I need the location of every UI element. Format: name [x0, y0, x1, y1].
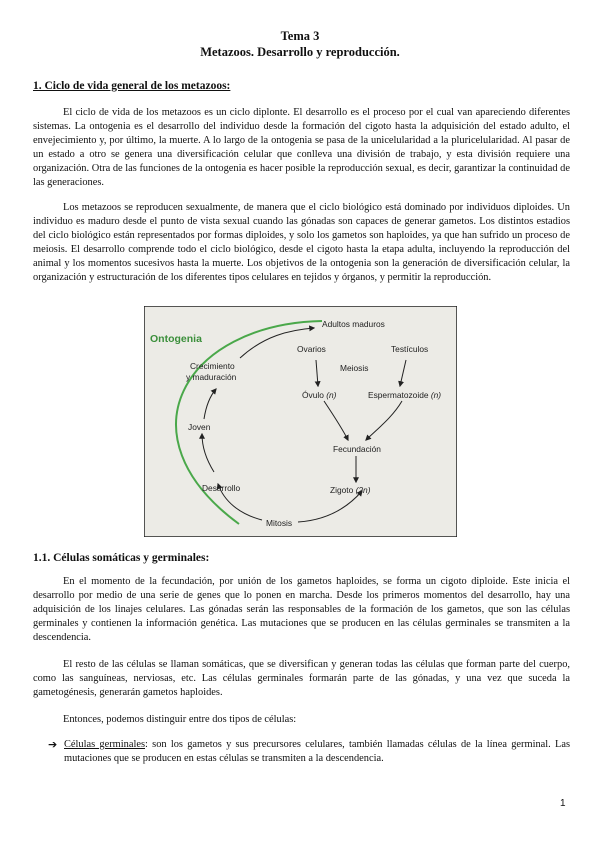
page-title-topic: Tema 3 — [280, 29, 320, 43]
page-number: 1 — [560, 798, 566, 809]
label-joven: Joven — [188, 422, 211, 432]
label-meiosis: Meiosis — [340, 363, 369, 373]
bullet-text: : son los gametos y sus precursores celulares, también llamadas células de la línea germinal. Las mutaciones que se producen en estas células se transmiten a la descendencia. — [64, 739, 571, 764]
ontogenia-heading: Ontogenia — [150, 333, 202, 345]
label-ovarios: Ovarios — [297, 344, 326, 354]
label-espermatozoide: Espermatozoide (n) — [368, 390, 442, 400]
bullet-celulas-germinales — [48, 738, 570, 766]
label-mitosis: Mitosis — [266, 518, 293, 528]
label-fecundacion: Fecundación — [333, 444, 381, 454]
label-zigoto: Zigoto (2n) — [330, 485, 371, 495]
section-1-1-heading: 1.1. Células somáticas y germinales: — [33, 552, 210, 564]
bullet-term: Células germinales — [64, 739, 146, 750]
label-desarrollo: Desarrollo — [202, 483, 241, 493]
section-1-1-paragraph-2: El resto de las células se llaman somáticas, que se diversifican y generan todas las células que forman parte del cuerpo, como las sanguíneas, nerviosas, etc. Las células germinales formarán parte de las gónadas, y una vez que suceda la gametogénesis, generarán gametos haploides. — [33, 659, 570, 698]
section-1-paragraph-2: Los metazoos se reproducen sexualmente, de manera que el ciclo biológico está dominado por individuos diploides. Un individuo es maduro desde el punto de vista sexual cuando las gónadas son capaces de generar gametos. Los distintos estadios del ciclo biológico están representados por formas diploides, y solo los gametos son haploides, ya que han sufrido un proceso de meiosis. El desarrollo comprende todo el ciclo biológico, desde el cigoto hasta la etapa adulta, incluyendo la reproducción del animal y los momentos sucesivos hasta la muerte. Los objetivos de la ontogenia son la generación de diversificación celular, la organización y estructuración de los diferentes tipos celulares en tejidos y órganos, y permitir la reproducción. — [33, 202, 570, 283]
label-adultos-maduros: Adultos maduros — [322, 319, 385, 329]
page-title: Metazoos. Desarrollo y reproducción. — [200, 45, 400, 59]
section-1-heading: 1. Ciclo de vida general de los metazoos: — [33, 80, 231, 92]
section-1-1-paragraph-1: En el momento de la fecundación, por unión de los gametos haploides, se forma un cigoto diploide. Este inicia el desarrollo por medio de una serie de genes que lo ponen en marcha. Desde los primeros momentos del desarrollo, hay una adquisición de los linajes celulares. Las gónadas serán las responsables de la formación de los gametos, que son las células germinales y contienen la información genética. Las mutaciones que se producen en las células germinales se transmiten a la descendencia. — [33, 576, 570, 643]
label-testiculos: Testículos — [391, 344, 429, 354]
label-crecimiento: Crecimiento — [190, 361, 235, 371]
label-maduracion: y maduración — [186, 372, 237, 382]
section-1-paragraph-1: El ciclo de vida de los metazoos es un ciclo diplonte. El desarrollo es el proceso por el cual van apareciendo diferentes sistemas. La ontogenia es el desarrollo del individuo desde la formación del cigoto hasta la adquisición del estado adulto, el envejecimiento y, por último, la muerte. A lo largo de la ontogenia se pasa de la unicelularidad a la pluricelularidad. Al pasar de un estado a otro se genera una diversificación celular que conlleva una división de trabajo, y esta división requiere una organización. Otra de las funciones de la ontogenia es hacer posible la reproducción sexual, es decir, garantizar la continuidad de las generaciones. — [33, 107, 570, 188]
section-1-1-paragraph-3: Entonces, podemos distinguir entre dos tipos de células: — [63, 714, 297, 725]
label-ovulo: Óvulo (n) — [302, 390, 337, 400]
ontogenia-diagram — [144, 306, 457, 537]
arrow-bullet-icon: ➔ — [48, 738, 58, 751]
